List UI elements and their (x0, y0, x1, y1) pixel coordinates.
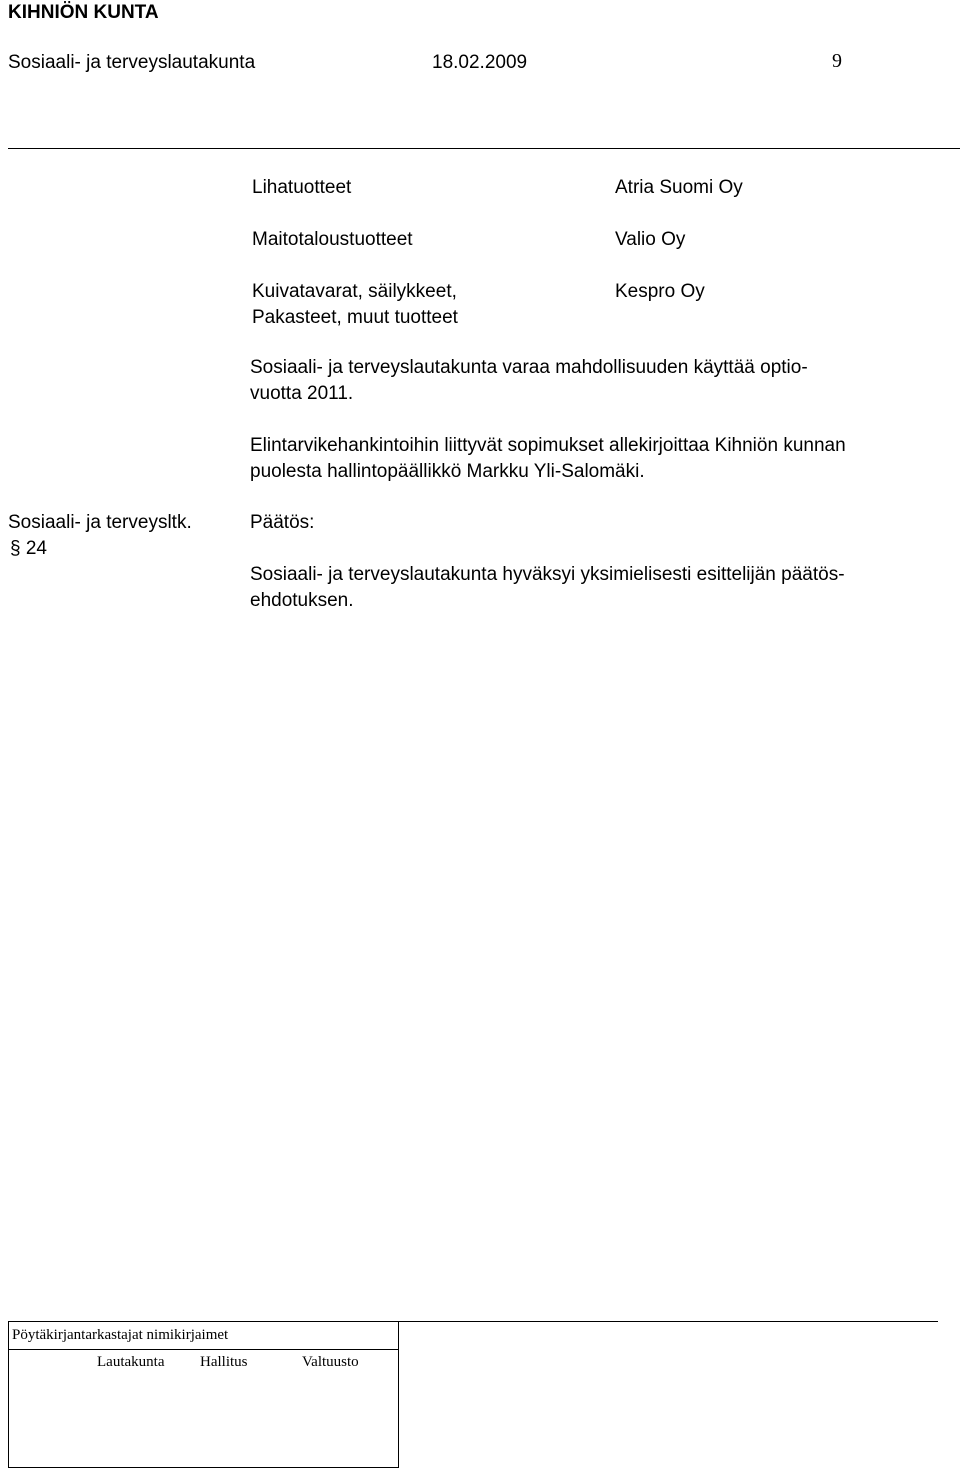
product-category: Kuivatavarat, säilykkeet, (252, 281, 457, 302)
footer-column-lautakunta: Lautakunta (97, 1354, 165, 1370)
supplier-name: Kespro Oy (615, 281, 705, 302)
footer-column-hallitus: Hallitus (200, 1354, 248, 1370)
product-category-line2: Pakasteet, muut tuotteet (252, 307, 458, 328)
supplier-name: Atria Suomi Oy (615, 177, 743, 198)
product-category: Maitotaloustuotteet (252, 229, 413, 250)
sidebar-committee: Sosiaali- ja terveysltk. (8, 512, 192, 533)
option-paragraph-line1: Sosiaali- ja terveyslautakunta varaa mahdollisuuden käyttää optio- (250, 357, 808, 378)
footer-column-valtuusto: Valtuusto (302, 1354, 359, 1370)
signature-box-divider (8, 1349, 398, 1350)
signing-paragraph-line1: Elintarvikehankintoihin liittyvät sopimukset allekirjoittaa Kihniön kunnan (250, 435, 846, 456)
signing-paragraph-line2: puolesta hallintopäällikkö Markku Yli-Salomäki. (250, 461, 645, 482)
page-number: 9 (832, 50, 842, 72)
section-number: § 24 (10, 538, 47, 559)
product-category: Lihatuotteet (252, 177, 352, 198)
meeting-date: 18.02.2009 (432, 52, 528, 73)
decision-text-line1: Sosiaali- ja terveyslautakunta hyväksyi yksimielisesti esittelijän päätös- (250, 564, 845, 585)
committee-name: Sosiaali- ja terveyslautakunta (8, 52, 256, 73)
decision-label: Päätös: (250, 512, 315, 533)
decision-text-line2: ehdotuksen. (250, 590, 354, 611)
header-rule (8, 148, 960, 149)
supplier-name: Valio Oy (615, 229, 686, 250)
option-paragraph-line2: vuotta 2011. (250, 383, 354, 404)
footer-title: Pöytäkirjantarkastajat nimikirjaimet (12, 1327, 229, 1343)
organization-name: KIHNIÖN KUNTA (8, 2, 159, 23)
